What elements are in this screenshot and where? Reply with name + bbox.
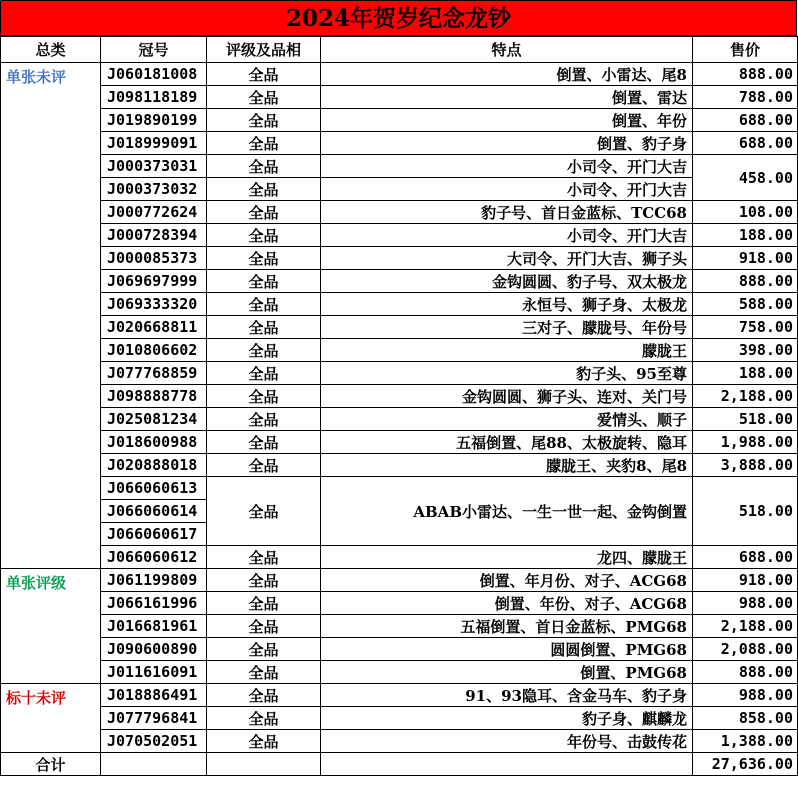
features-cell: 五福倒置、首日金蓝标、PMG68 bbox=[321, 615, 693, 638]
serial-cell: J025081234 bbox=[101, 408, 207, 431]
grade-cell: 全品 bbox=[207, 592, 321, 615]
price-cell: 188.00 bbox=[693, 224, 798, 247]
features-cell: 金钩圆圆、狮子头、连对、关门号 bbox=[321, 385, 693, 408]
features-cell: 倒置、小雷达、尾8 bbox=[321, 63, 693, 86]
table-row bbox=[1, 362, 798, 385]
table-row bbox=[1, 224, 798, 247]
features-cell: 小司令、开门大吉 bbox=[321, 178, 693, 201]
price-cell: 2,188.00 bbox=[693, 615, 798, 638]
table-row bbox=[1, 63, 798, 86]
total-value: 27,636.00 bbox=[693, 753, 798, 776]
table-row bbox=[1, 270, 798, 293]
serial-cell: J070502051 bbox=[101, 730, 207, 753]
features-cell: ABAB小雷达、一生一世一起、金钩倒置 bbox=[321, 477, 693, 546]
empty-cell bbox=[101, 753, 207, 776]
total-row bbox=[1, 753, 798, 776]
serial-cell: J010806602 bbox=[101, 339, 207, 362]
grade-cell: 全品 bbox=[207, 316, 321, 339]
table-row bbox=[1, 385, 798, 408]
serial-cell: J000728394 bbox=[101, 224, 207, 247]
serial-cell: J090600890 bbox=[101, 638, 207, 661]
table-row bbox=[1, 546, 798, 569]
serial-cell: J077796841 bbox=[101, 707, 207, 730]
features-cell: 永恒号、狮子身、太极龙 bbox=[321, 293, 693, 316]
features-cell: 大司令、开门大吉、狮子头 bbox=[321, 247, 693, 270]
grade-cell: 全品 bbox=[207, 431, 321, 454]
serial-cell: J098888778 bbox=[101, 385, 207, 408]
features-cell: 金钩圆圆、豹子号、双太极龙 bbox=[321, 270, 693, 293]
grade-cell: 全品 bbox=[207, 109, 321, 132]
price-cell: 918.00 bbox=[693, 569, 798, 592]
serial-cell: J018999091 bbox=[101, 132, 207, 155]
grade-cell: 全品 bbox=[207, 707, 321, 730]
table-row bbox=[1, 132, 798, 155]
price-cell: 688.00 bbox=[693, 132, 798, 155]
price-cell: 3,888.00 bbox=[693, 454, 798, 477]
serial-cell: J066060617 bbox=[101, 523, 207, 546]
features-cell: 倒置、年份 bbox=[321, 109, 693, 132]
price-cell: 688.00 bbox=[693, 109, 798, 132]
grade-cell: 全品 bbox=[207, 730, 321, 753]
header-row bbox=[1, 37, 798, 63]
features-cell: 小司令、开门大吉 bbox=[321, 155, 693, 178]
serial-cell: J020668811 bbox=[101, 316, 207, 339]
table-row bbox=[1, 408, 798, 431]
features-cell: 年份号、击鼓传花 bbox=[321, 730, 693, 753]
table-row bbox=[1, 178, 798, 201]
price-cell: 858.00 bbox=[693, 707, 798, 730]
price-cell: 788.00 bbox=[693, 86, 798, 109]
table-row bbox=[1, 109, 798, 132]
price-cell: 398.00 bbox=[693, 339, 798, 362]
grade-cell: 全品 bbox=[207, 178, 321, 201]
price-cell: 888.00 bbox=[693, 63, 798, 86]
features-cell: 豹子号、首日金蓝标、TCC68 bbox=[321, 201, 693, 224]
grade-cell: 全品 bbox=[207, 224, 321, 247]
category-label-unrated: 单张未评 bbox=[1, 63, 101, 569]
grade-cell: 全品 bbox=[207, 132, 321, 155]
price-cell: 918.00 bbox=[693, 247, 798, 270]
price-cell: 458.00 bbox=[693, 155, 798, 201]
total-label: 合计 bbox=[1, 753, 101, 776]
header-category: 总类 bbox=[1, 37, 101, 63]
features-cell: 豹子身、麒麟龙 bbox=[321, 707, 693, 730]
grade-cell: 全品 bbox=[207, 201, 321, 224]
table-row bbox=[1, 316, 798, 339]
category-label-ten-unrated: 标十未评 bbox=[1, 684, 101, 753]
serial-cell: J000085373 bbox=[101, 247, 207, 270]
table-body bbox=[1, 63, 798, 776]
table-row bbox=[1, 431, 798, 454]
features-cell: 豹子头、95至尊 bbox=[321, 362, 693, 385]
grade-cell: 全品 bbox=[207, 615, 321, 638]
price-table bbox=[0, 36, 798, 776]
price-cell: 518.00 bbox=[693, 408, 798, 431]
serial-cell: J069333320 bbox=[101, 293, 207, 316]
category-label-rated: 单张评级 bbox=[1, 569, 101, 684]
grade-cell: 全品 bbox=[207, 684, 321, 707]
table-row bbox=[1, 201, 798, 224]
features-cell: 三对子、朦胧号、年份号 bbox=[321, 316, 693, 339]
grade-cell: 全品 bbox=[207, 155, 321, 178]
grade-cell: 全品 bbox=[207, 86, 321, 109]
serial-cell: J000373032 bbox=[101, 178, 207, 201]
serial-cell: J020888018 bbox=[101, 454, 207, 477]
table-row bbox=[1, 155, 798, 178]
table-row bbox=[1, 454, 798, 477]
serial-cell: J019890199 bbox=[101, 109, 207, 132]
price-cell: 1,388.00 bbox=[693, 730, 798, 753]
table-row bbox=[1, 638, 798, 661]
features-cell: 倒置、PMG68 bbox=[321, 661, 693, 684]
table-row bbox=[1, 615, 798, 638]
table-row bbox=[1, 661, 798, 684]
grade-cell: 全品 bbox=[207, 477, 321, 546]
empty-cell bbox=[207, 753, 321, 776]
grade-cell: 全品 bbox=[207, 454, 321, 477]
grade-cell: 全品 bbox=[207, 385, 321, 408]
serial-cell: J000772624 bbox=[101, 201, 207, 224]
features-cell: 倒置、豹子身 bbox=[321, 132, 693, 155]
table-row bbox=[1, 569, 798, 592]
grade-cell: 全品 bbox=[207, 63, 321, 86]
features-cell: 小司令、开门大吉 bbox=[321, 224, 693, 247]
serial-cell: J060181008 bbox=[101, 63, 207, 86]
price-cell: 888.00 bbox=[693, 661, 798, 684]
serial-cell: J098118189 bbox=[101, 86, 207, 109]
table-row bbox=[1, 339, 798, 362]
table-row bbox=[1, 293, 798, 316]
serial-cell: J066060614 bbox=[101, 500, 207, 523]
grade-cell: 全品 bbox=[207, 661, 321, 684]
grade-cell: 全品 bbox=[207, 293, 321, 316]
features-cell: 朦胧王、夹豹8、尾8 bbox=[321, 454, 693, 477]
grade-cell: 全品 bbox=[207, 270, 321, 293]
empty-cell bbox=[321, 753, 693, 776]
features-cell: 倒置、年月份、对子、ACG68 bbox=[321, 569, 693, 592]
grade-cell: 全品 bbox=[207, 638, 321, 661]
features-cell: 圆圆倒置、PMG68 bbox=[321, 638, 693, 661]
table-row bbox=[1, 247, 798, 270]
serial-cell: J016681961 bbox=[101, 615, 207, 638]
grade-cell: 全品 bbox=[207, 339, 321, 362]
price-cell: 1,988.00 bbox=[693, 431, 798, 454]
price-cell: 988.00 bbox=[693, 592, 798, 615]
table-row bbox=[1, 730, 798, 753]
price-cell: 888.00 bbox=[693, 270, 798, 293]
serial-cell: J066060613 bbox=[101, 477, 207, 500]
price-cell: 688.00 bbox=[693, 546, 798, 569]
table-row bbox=[1, 684, 798, 707]
price-cell: 758.00 bbox=[693, 316, 798, 339]
serial-cell: J066060612 bbox=[101, 546, 207, 569]
serial-cell: J066161996 bbox=[101, 592, 207, 615]
grade-cell: 全品 bbox=[207, 569, 321, 592]
grade-cell: 全品 bbox=[207, 408, 321, 431]
serial-cell: J061199809 bbox=[101, 569, 207, 592]
features-cell: 龙四、朦胧王 bbox=[321, 546, 693, 569]
serial-cell: J000373031 bbox=[101, 155, 207, 178]
serial-cell: J018600988 bbox=[101, 431, 207, 454]
header-serial: 冠号 bbox=[101, 37, 207, 63]
price-cell: 108.00 bbox=[693, 201, 798, 224]
header-price: 售价 bbox=[693, 37, 798, 63]
price-cell: 188.00 bbox=[693, 362, 798, 385]
price-cell: 588.00 bbox=[693, 293, 798, 316]
features-cell: 倒置、年份、对子、ACG68 bbox=[321, 592, 693, 615]
price-cell: 2,088.00 bbox=[693, 638, 798, 661]
header-grade: 评级及品相 bbox=[207, 37, 321, 63]
sheet-title: 2024年贺岁纪念龙钞 bbox=[0, 0, 797, 36]
grade-cell: 全品 bbox=[207, 362, 321, 385]
features-cell: 爱情头、顺子 bbox=[321, 408, 693, 431]
table-row bbox=[1, 707, 798, 730]
serial-cell: J011616091 bbox=[101, 661, 207, 684]
serial-cell: J018886491 bbox=[101, 684, 207, 707]
features-cell: 91、93隐耳、含金马车、豹子身 bbox=[321, 684, 693, 707]
price-cell: 2,188.00 bbox=[693, 385, 798, 408]
table-row bbox=[1, 86, 798, 109]
table-row bbox=[1, 477, 798, 500]
serial-cell: J069697999 bbox=[101, 270, 207, 293]
price-cell: 518.00 bbox=[693, 477, 798, 546]
grade-cell: 全品 bbox=[207, 247, 321, 270]
features-cell: 五福倒置、尾88、太极旋转、隐耳 bbox=[321, 431, 693, 454]
serial-cell: J077768859 bbox=[101, 362, 207, 385]
price-cell: 988.00 bbox=[693, 684, 798, 707]
table-row bbox=[1, 592, 798, 615]
features-cell: 倒置、雷达 bbox=[321, 86, 693, 109]
features-cell: 朦胧王 bbox=[321, 339, 693, 362]
grade-cell: 全品 bbox=[207, 546, 321, 569]
header-features: 特点 bbox=[321, 37, 693, 63]
